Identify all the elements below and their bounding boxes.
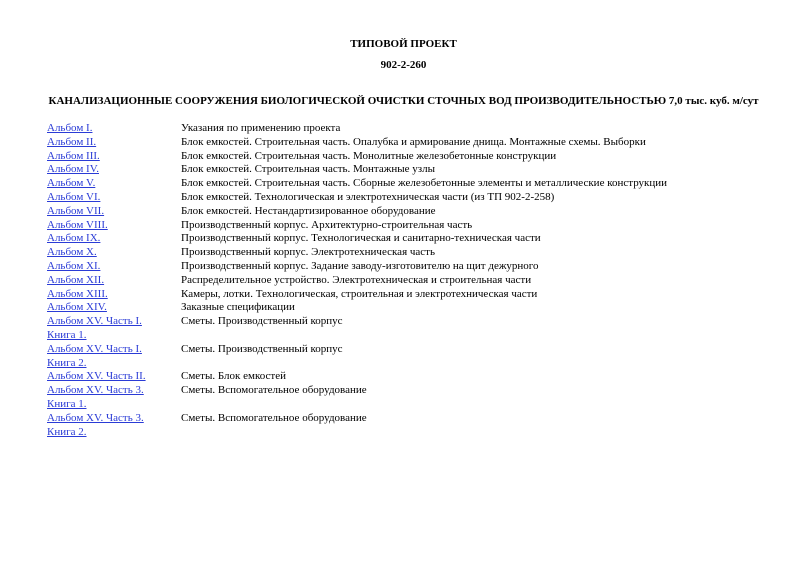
project-code: 902-2-260 [380, 59, 427, 71]
album-link-text: Альбом VII. [47, 204, 105, 217]
list-item [47, 315, 787, 343]
album-link[interactable] [47, 219, 181, 233]
album-link-text: Книга 2. [47, 356, 87, 369]
album-link[interactable] [47, 274, 181, 288]
list-item [47, 301, 787, 315]
album-link-text: Альбом XV. Часть 3. [47, 384, 144, 397]
album-link[interactable] [47, 205, 181, 219]
album-link-text: Альбом XI. [47, 259, 101, 272]
album-description: Блок емкостей. Строительная часть. Опалубка и армирование днища. Монтажные схемы. Выборки [181, 135, 646, 148]
album-link-text: Альбом II. [47, 135, 97, 148]
list-item [47, 370, 787, 384]
album-link-text: Альбом X. [47, 246, 97, 259]
list-item [47, 260, 787, 274]
list-item [47, 384, 787, 412]
album-link-text: Альбом VI. [47, 190, 101, 203]
album-link-text: Альбом VIII. [47, 218, 108, 231]
list-item [47, 205, 787, 219]
project-subtitle: КАНАЛИЗАЦИОННЫЕ СООРУЖЕНИЯ БИОЛОГИЧЕСКОЙ ОЧИСТКИ СТОЧНЫХ ВОД ПРОИЗВОДИТЕЛЬНОСТЬЮ 7,0 тыс. куб. м/сут [48, 95, 759, 107]
album-description: Распределительное устройство. Электротехническая и строительная части [181, 273, 532, 286]
albums-list [47, 122, 787, 439]
album-link-text: Альбом III. [47, 149, 100, 162]
album-link[interactable] [47, 150, 181, 164]
album-link[interactable] [47, 246, 181, 260]
album-link[interactable] [47, 136, 181, 150]
list-item [47, 136, 787, 150]
album-link-text: Альбом IX. [47, 232, 101, 245]
album-link[interactable] [47, 315, 181, 343]
album-description: Производственный корпус. Электротехническая часть [181, 246, 435, 259]
album-link-text: Альбом XIV. [47, 301, 107, 314]
album-link-text: Альбом XV. Часть I. [47, 315, 142, 328]
album-description: Сметы. Производственный корпус [181, 342, 343, 355]
album-description: Сметы. Вспомогательное оборудование [181, 384, 367, 397]
page-title: ТИПОВОЙ ПРОЕКТ [350, 38, 457, 50]
list-item [47, 288, 787, 302]
album-link-text: Альбом XV. Часть I. [47, 342, 142, 355]
album-link[interactable] [47, 288, 181, 302]
list-item [47, 177, 787, 191]
album-link-text: Альбом XII. [47, 273, 105, 286]
list-item [47, 412, 787, 440]
album-description: Производственный корпус. Архитектурно-строительная часть [181, 218, 473, 231]
album-link[interactable] [47, 301, 181, 315]
album-link-text: Альбом V. [47, 177, 96, 190]
album-link-text: Альбом I. [47, 122, 93, 134]
album-description: Блок емкостей. Строительная часть. Сборные железобетонные элементы и металлические конструкции [181, 177, 668, 190]
album-link-text: Альбом XIII. [47, 287, 108, 300]
list-item [47, 163, 787, 177]
album-description: Блок емкостей. Строительная часть. Монтажные узлы [181, 163, 435, 176]
album-description: Камеры, лотки. Технологическая, строительная и электротехническая части [181, 287, 538, 300]
album-link-text: Альбом XV. Часть II. [47, 370, 146, 383]
list-item [47, 122, 787, 136]
album-link[interactable] [47, 384, 181, 412]
album-description: Блок емкостей. Технологическая и электротехническая части (из ТП 902-2-258) [181, 190, 555, 203]
list-item [47, 246, 787, 260]
album-description: Блок емкостей. Строительная часть. Монолитные железобетонные конструкции [181, 149, 557, 162]
album-link-text: Альбом XV. Часть 3. [47, 411, 144, 424]
album-link-text: Книга 1. [47, 328, 87, 341]
list-item [47, 191, 787, 205]
album-description: Сметы. Блок емкостей [181, 370, 286, 383]
album-description: Блок емкостей. Нестандартизированное оборудование [181, 204, 436, 217]
album-description: Сметы. Вспомогательное оборудование [181, 411, 367, 424]
album-link[interactable] [47, 370, 181, 384]
album-description: Сметы. Производственный корпус [181, 315, 343, 328]
album-link[interactable] [47, 232, 181, 246]
album-description: Производственный корпус. Технологическая и санитарно-техническая части [181, 232, 541, 245]
album-link-text: Альбом IV. [47, 163, 99, 176]
album-description: Указания по применению проекта [181, 122, 341, 134]
album-description: Заказные спецификации [181, 301, 295, 314]
album-link[interactable] [47, 122, 181, 136]
list-item [47, 232, 787, 246]
list-item [47, 150, 787, 164]
album-link-text: Книга 2. [47, 425, 87, 438]
album-link[interactable] [47, 260, 181, 274]
album-link[interactable] [47, 163, 181, 177]
album-link-text: Книга 1. [47, 397, 87, 410]
album-link[interactable] [47, 343, 181, 371]
album-link[interactable] [47, 191, 181, 205]
album-description: Производственный корпус. Задание заводу-изготовителю на щит дежурного [181, 259, 539, 272]
list-item [47, 343, 787, 371]
album-link[interactable] [47, 177, 181, 191]
album-link[interactable] [47, 412, 181, 440]
list-item [47, 274, 787, 288]
list-item [47, 219, 787, 233]
